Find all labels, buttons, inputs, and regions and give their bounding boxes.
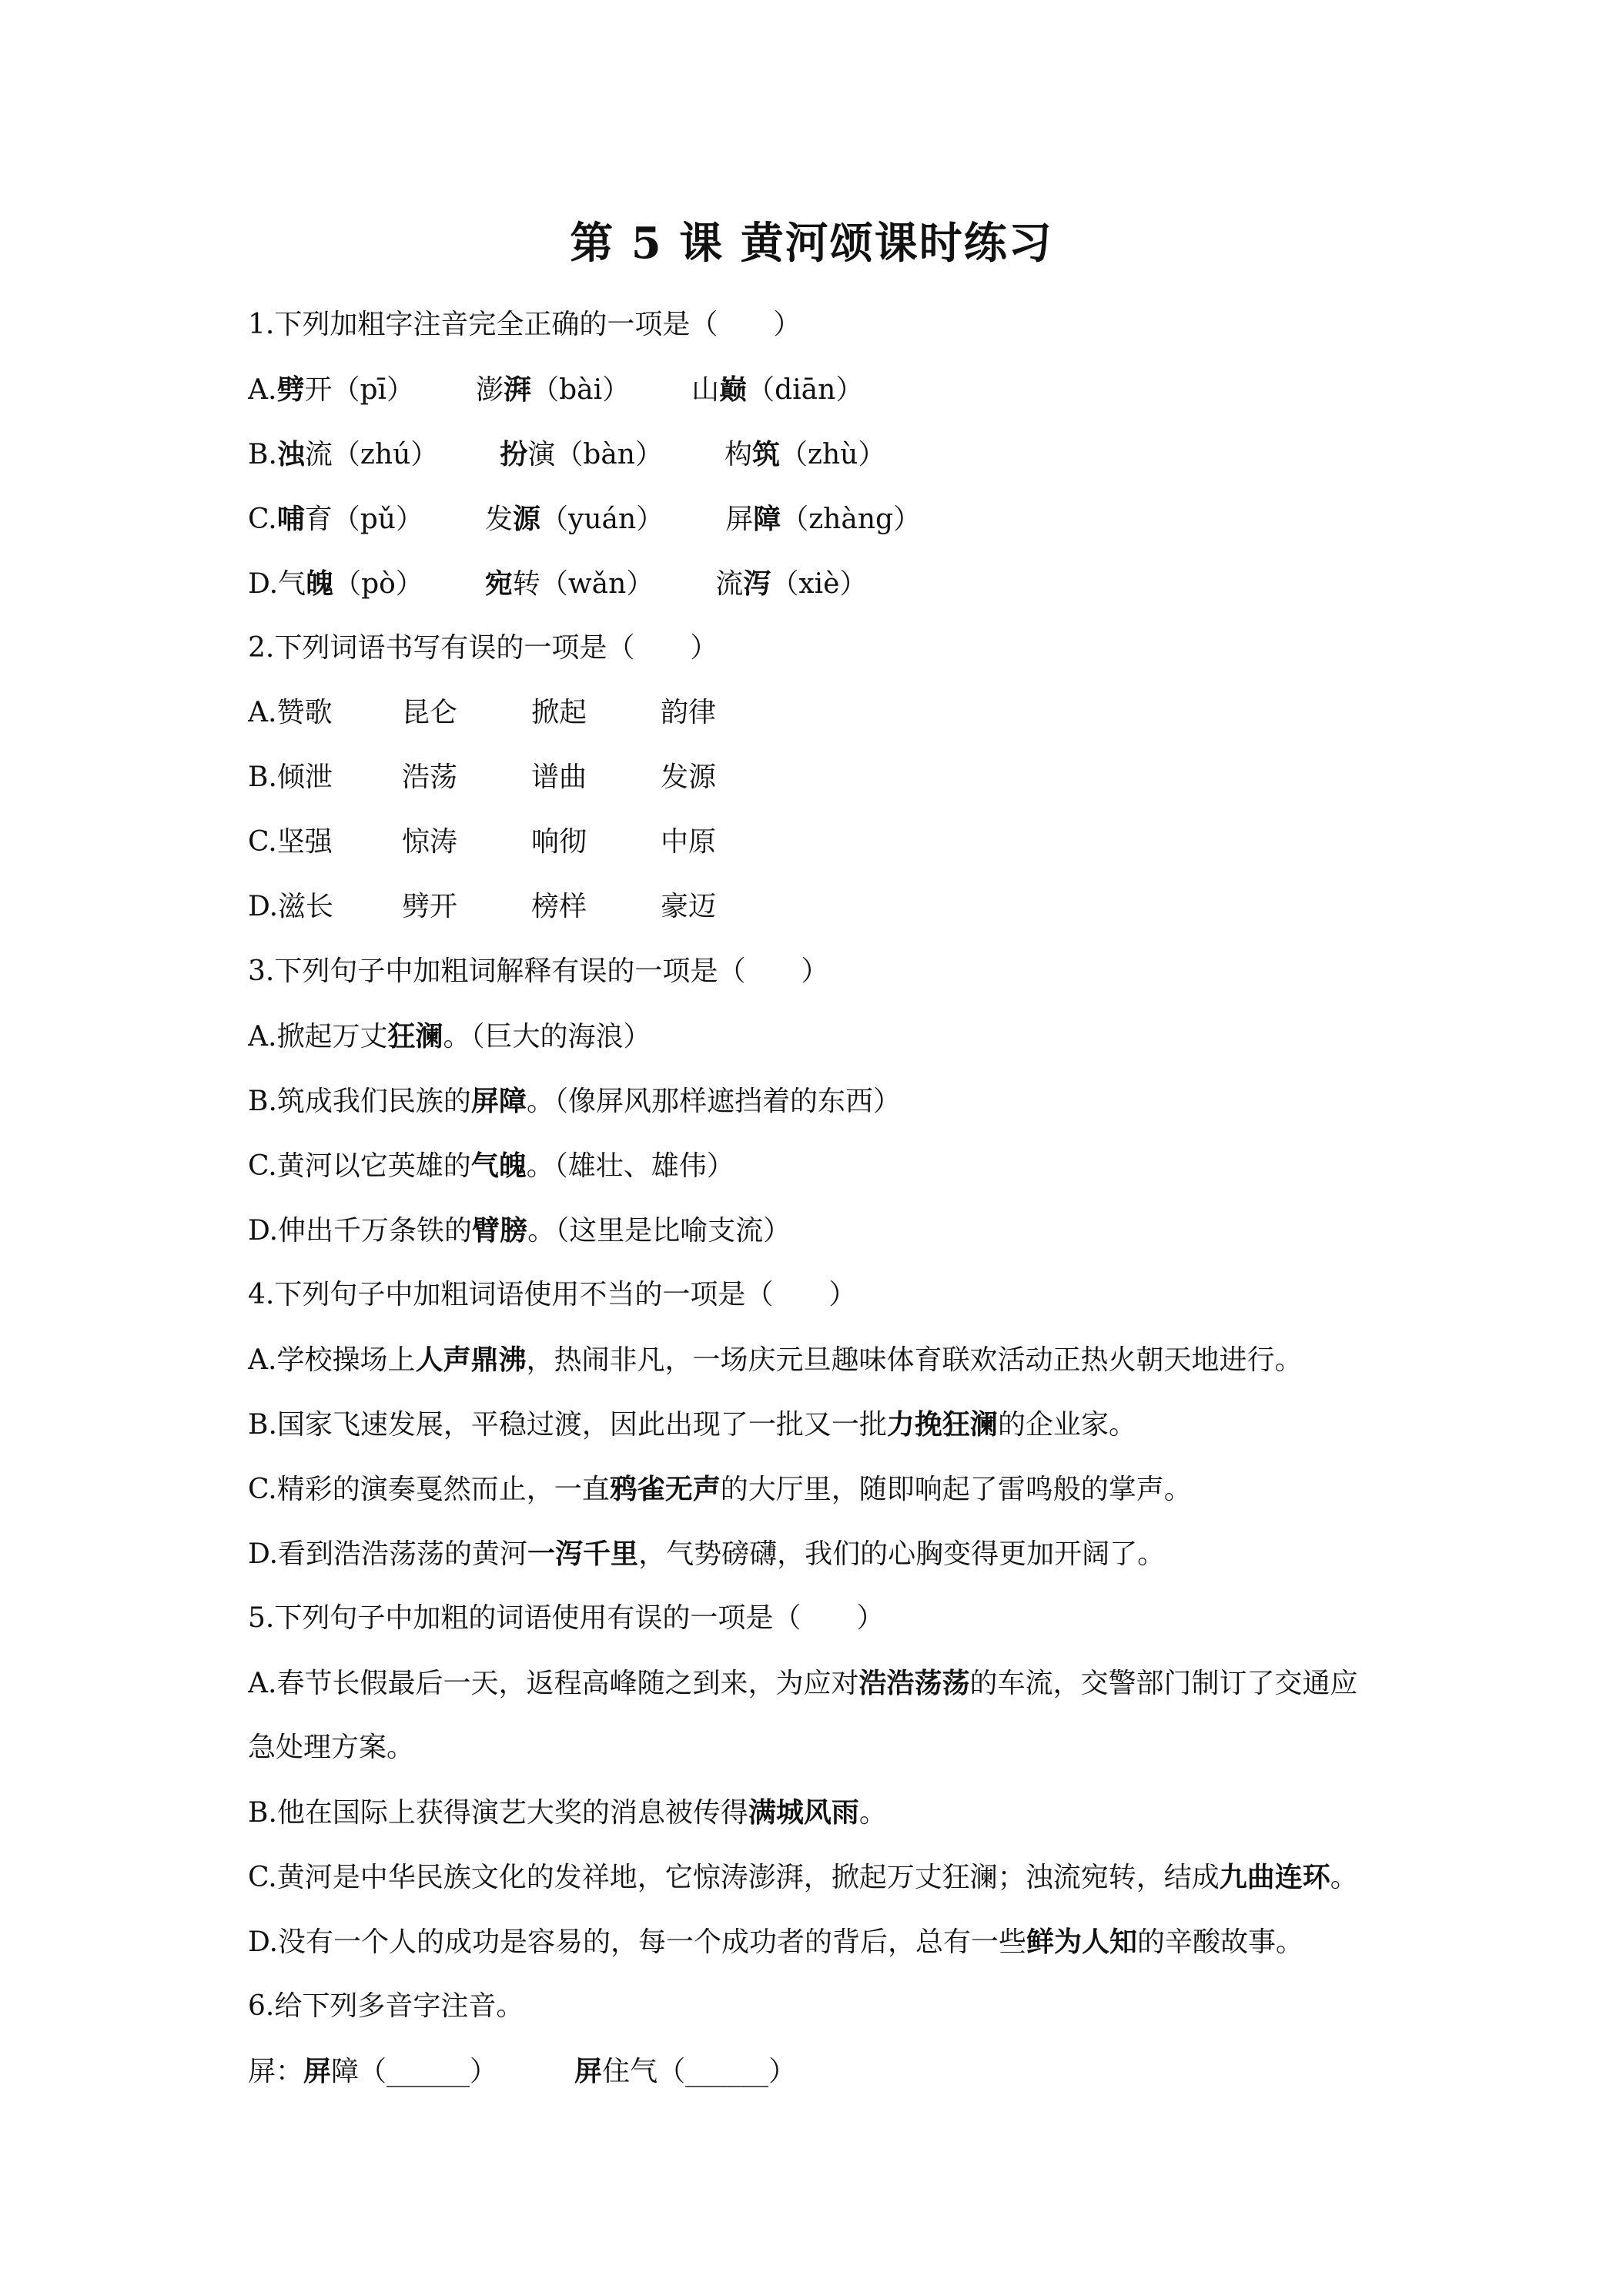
- q5-option-c[interactable]: C.黄河是中华民族文化的发祥地，它惊涛澎湃，掀起万丈狂澜；浊流宛转，结成九曲连环。: [248, 1861, 1358, 1893]
- q2-option-c[interactable]: C.坚强 惊涛 响彻 中原: [248, 826, 717, 858]
- q3-option-a[interactable]: A.掀起万丈狂澜。（巨大的海浪）: [248, 1020, 651, 1053]
- q6-blank-2[interactable]: 住气（______）: [602, 2056, 797, 2087]
- q5-option-b[interactable]: B.他在国际上获得演艺大奖的消息被传得满城风雨。: [248, 1796, 887, 1829]
- q4-option-c[interactable]: C.精彩的演奏戛然而止，一直鸦雀无声的大厅里，随即响起了雷鸣般的掌声。: [248, 1473, 1192, 1505]
- q1-option-c[interactable]: C.哺育（pǔ） 发源（yuán） 屏障（zhàng）: [248, 503, 922, 535]
- q1-option-d[interactable]: D.气魄（pò） 宛转（wǎn） 流泻（xiè）: [248, 567, 868, 600]
- q2-option-b[interactable]: B.倾泄 浩荡 谱曲 发源: [248, 761, 717, 793]
- q5-option-a-cont: 急处理方案。: [248, 1732, 415, 1763]
- q3-stem: 3.下列句子中加粗词解释有误的一项是（ ）: [248, 956, 829, 987]
- q4-option-b[interactable]: B.国家飞速发展，平稳过渡，因此出现了一批又一批力挽狂澜的企业家。: [248, 1408, 1136, 1441]
- q1-option-a[interactable]: A.劈开（pī） 澎湃（bài） 山巅（diān）: [248, 373, 864, 406]
- q2-stem: 2.下列词语书写有误的一项是（ ）: [248, 632, 718, 664]
- page-title: 第 5 课 黄河颂课时练习: [570, 218, 1053, 269]
- q6-blank-1[interactable]: 障（______）: [331, 2056, 498, 2087]
- q5-option-d[interactable]: D.没有一个人的成功是容易的，每一个成功者的背后，总有一些鲜为人知的辛酸故事。: [248, 1926, 1304, 1958]
- q1-stem: 1.下列加粗字注音完全正确的一项是（ ）: [248, 309, 801, 340]
- q4-stem: 4.下列句子中加粗词语使用不当的一项是（ ）: [248, 1279, 857, 1310]
- q6-stem: 6.给下列多音字注音。: [248, 1990, 524, 2022]
- q3-option-d[interactable]: D.伸出千万条铁的臂膀。（这里是比喻支流）: [248, 1214, 791, 1247]
- q2-option-d[interactable]: D.滋长 劈开 榜样 豪迈: [248, 891, 717, 922]
- q4-option-a[interactable]: A.学校操场上人声鼎沸，热闹非凡，一场庆元旦趣味体育联欢活动正热火朝天地进行。: [248, 1344, 1303, 1376]
- q5-option-a[interactable]: A.春节长假最后一天，返程高峰随之到来，为应对浩浩荡荡的车流，交警部门制订了交通应: [248, 1667, 1358, 1699]
- q1-option-b[interactable]: B.浊流（zhú） 扮演（bàn） 构筑（zhù）: [248, 438, 886, 470]
- q4-option-d[interactable]: D.看到浩浩荡荡的黄河一泻千里，气势磅礴，我们的心胸变得更加开阔了。: [248, 1538, 1166, 1570]
- q5-stem: 5.下列句子中加粗的词语使用有误的一项是（ ）: [248, 1602, 885, 1634]
- q3-option-b[interactable]: B.筑成我们民族的屏障。（像屏风那样遮挡着的东西）: [248, 1085, 901, 1117]
- q6-answer-row[interactable]: 屏：屏障（______） 屏住气（______）: [248, 2055, 797, 2087]
- worksheet-body: [248, 293, 1403, 2104]
- q2-option-a[interactable]: A.赞歌 昆仑 掀起 韵律: [248, 697, 717, 728]
- q3-option-c[interactable]: C.黄河以它英雄的气魄。（雄壮、雄伟）: [248, 1150, 735, 1182]
